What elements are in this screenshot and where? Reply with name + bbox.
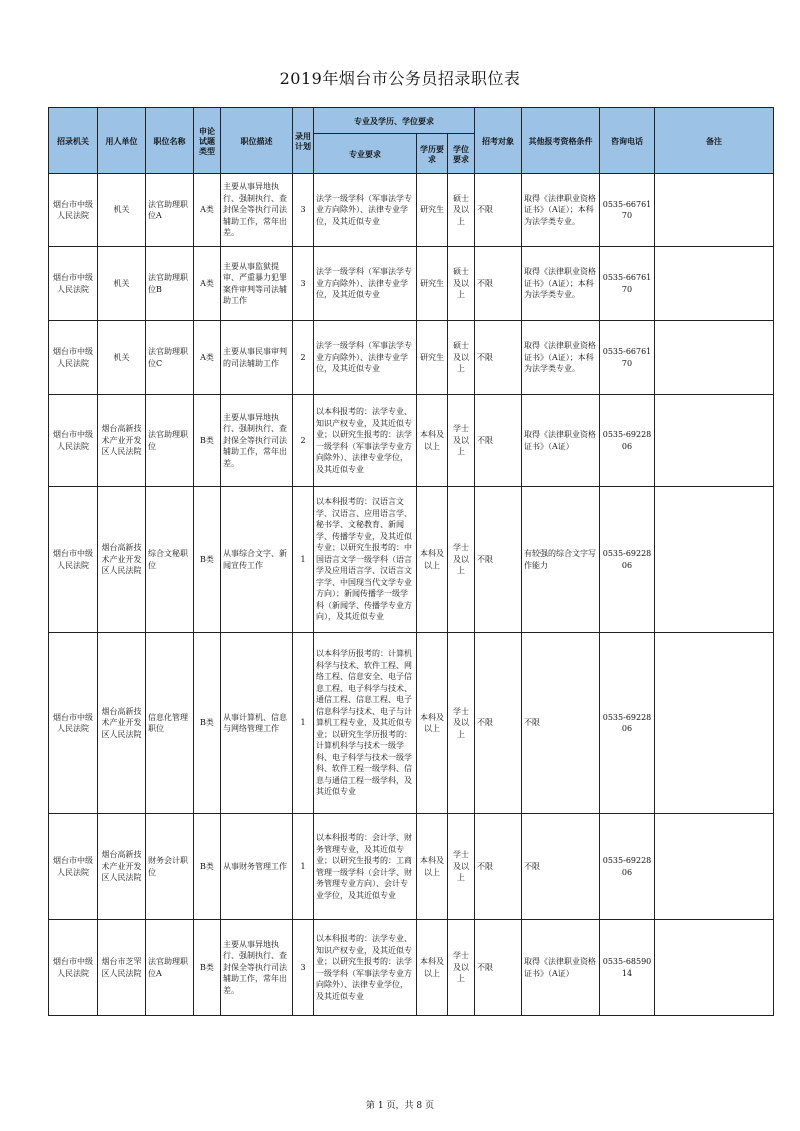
cell-plan: 3 bbox=[293, 920, 314, 1016]
cell-exam-type: B类 bbox=[194, 633, 221, 814]
header-phone: 咨询电话 bbox=[600, 108, 655, 174]
cell-other-conditions: 取得《法律职业资格证书》（A证） bbox=[522, 395, 600, 487]
cell-phone: 0535-6922806 bbox=[600, 814, 655, 920]
cell-plan: 3 bbox=[293, 174, 314, 247]
header-position: 职位名称 bbox=[146, 108, 194, 174]
cell-phone: 0535-6922806 bbox=[600, 395, 655, 487]
cell-major: 以本科报考的：汉语言文学、汉语言、应用语言学、秘书学、文秘教育、新闻学、传播学专业，及其近似专业；以研究生报考的：中国语言文学一级学科（语言学及应用语言学、汉语言文字学、中国现当代文学专业方向）；新闻传播学一级学科（新闻学、传播学专业方向），及其近似专业 bbox=[314, 487, 417, 633]
cell-remark bbox=[655, 247, 774, 321]
cell-unit: 烟台市芝罘区人民法院 bbox=[98, 920, 146, 1016]
cell-description: 主要从事民事审判的司法辅助工作 bbox=[221, 321, 293, 395]
cell-description: 主要从事异地执行、强制执行、查封保全等执行司法辅助工作，常年出差。 bbox=[221, 395, 293, 487]
cell-target: 不限 bbox=[475, 633, 522, 814]
cell-education: 本科及以上 bbox=[417, 920, 448, 1016]
table-row bbox=[49, 247, 774, 321]
cell-education: 研究生 bbox=[417, 247, 448, 321]
header-major: 专业要求 bbox=[314, 134, 417, 174]
table-row bbox=[49, 321, 774, 395]
cell-other-conditions: 取得《法律职业资格证书》（A证）；本科为法学类专业。 bbox=[522, 174, 600, 247]
cell-degree: 学士及以上 bbox=[448, 920, 475, 1016]
cell-position: 法官助理职位A bbox=[146, 174, 194, 247]
cell-major: 法学一级学科（军事法学专业方向除外）、法律专业学位，及其近似专业 bbox=[314, 321, 417, 395]
cell-remark bbox=[655, 395, 774, 487]
cell-target: 不限 bbox=[475, 487, 522, 633]
cell-exam-type: B类 bbox=[194, 487, 221, 633]
cell-unit: 机关 bbox=[98, 321, 146, 395]
header-education: 学历要求 bbox=[417, 134, 448, 174]
cell-position: 法官助理职位A bbox=[146, 920, 194, 1016]
recruitment-table bbox=[48, 107, 774, 1016]
header-unit: 用人单位 bbox=[98, 108, 146, 174]
cell-description: 主要从事监狱提审、严重暴力犯罪案件审判等司法辅助工作 bbox=[221, 247, 293, 321]
page-footer: 第 1 页，共 8 页 bbox=[366, 1101, 434, 1111]
cell-unit: 机关 bbox=[98, 174, 146, 247]
header-plan: 录用计划 bbox=[293, 108, 314, 174]
cell-exam-type: B类 bbox=[194, 814, 221, 920]
cell-org: 烟台市中级人民法院 bbox=[49, 814, 98, 920]
cell-plan: 3 bbox=[293, 247, 314, 321]
cell-org: 烟台市中级人民法院 bbox=[49, 633, 98, 814]
cell-education: 本科及以上 bbox=[417, 814, 448, 920]
cell-degree: 硕士及以上 bbox=[448, 247, 475, 321]
cell-position: 信息化管理职位 bbox=[146, 633, 194, 814]
cell-org: 烟台市中级人民法院 bbox=[49, 920, 98, 1016]
cell-org: 烟台市中级人民法院 bbox=[49, 247, 98, 321]
table-row bbox=[49, 814, 774, 920]
cell-other-conditions: 不限 bbox=[522, 814, 600, 920]
cell-major: 以本科报考的：法学专业、知识产权专业，及其近似专业；以研究生报考的：法学一级学科（军事法学专业方向除外）、法律专业学位，及其近似专业 bbox=[314, 395, 417, 487]
header-exam-type: 申论试题类型 bbox=[194, 108, 221, 174]
cell-plan: 1 bbox=[293, 633, 314, 814]
cell-exam-type: B类 bbox=[194, 395, 221, 487]
cell-phone: 0535-6922806 bbox=[600, 633, 655, 814]
cell-exam-type: A类 bbox=[194, 247, 221, 321]
cell-description: 主要从事异地执行、强制执行、查封保全等执行司法辅助工作，常年出差。 bbox=[221, 174, 293, 247]
cell-description: 从事财务管理工作 bbox=[221, 814, 293, 920]
cell-unit: 烟台高新技术产业开发区人民法院 bbox=[98, 633, 146, 814]
cell-phone: 0535-6676170 bbox=[600, 174, 655, 247]
cell-education: 研究生 bbox=[417, 174, 448, 247]
cell-other-conditions: 取得《法律职业资格证书》（A证）；本科为法学类专业。 bbox=[522, 247, 600, 321]
cell-plan: 2 bbox=[293, 395, 314, 487]
cell-target: 不限 bbox=[475, 395, 522, 487]
cell-target: 不限 bbox=[475, 920, 522, 1016]
cell-remark bbox=[655, 487, 774, 633]
cell-phone: 0535-6676170 bbox=[600, 321, 655, 395]
cell-degree: 学士及以上 bbox=[448, 814, 475, 920]
cell-education: 本科及以上 bbox=[417, 487, 448, 633]
cell-plan: 1 bbox=[293, 814, 314, 920]
table-row bbox=[49, 487, 774, 633]
cell-phone: 0535-6922806 bbox=[600, 487, 655, 633]
header-requirements-group: 专业及学历、学位要求 bbox=[314, 108, 475, 134]
cell-target: 不限 bbox=[475, 321, 522, 395]
header-org: 招录机关 bbox=[49, 108, 98, 174]
cell-org: 烟台市中级人民法院 bbox=[49, 487, 98, 633]
cell-remark bbox=[655, 174, 774, 247]
cell-exam-type: A类 bbox=[194, 174, 221, 247]
cell-education: 研究生 bbox=[417, 321, 448, 395]
cell-org: 烟台市中级人民法院 bbox=[49, 395, 98, 487]
cell-description: 从事综合文字、新闻宣传工作 bbox=[221, 487, 293, 633]
cell-other-conditions: 有较强的综合文字写作能力 bbox=[522, 487, 600, 633]
cell-unit: 烟台高新技术产业开发区人民法院 bbox=[98, 487, 146, 633]
cell-education: 本科及以上 bbox=[417, 633, 448, 814]
page-title: 2019年烟台市公务员招录职位表 bbox=[279, 69, 521, 88]
cell-plan: 2 bbox=[293, 321, 314, 395]
table-row bbox=[49, 174, 774, 247]
cell-major: 以本科报考的：法学专业、知识产权专业，及其近似专业；以研究生报考的：法学一级学科（军事法学专业方向除外）、法律专业学位，及其近似专业 bbox=[314, 920, 417, 1016]
cell-position: 法官助理职位C bbox=[146, 321, 194, 395]
header-degree: 学位要求 bbox=[448, 134, 475, 174]
cell-degree: 学士及以上 bbox=[448, 633, 475, 814]
cell-description: 从事计算机、信息与网络管理工作 bbox=[221, 633, 293, 814]
cell-major: 以本科报考的：会计学、财务管理专业，及其近似专业；以研究生报考的：工商管理一级学科（会计学、财务管理专业方向）、会计专业学位，及其近似专业 bbox=[314, 814, 417, 920]
cell-other-conditions: 不限 bbox=[522, 633, 600, 814]
cell-position: 法官助理职位 bbox=[146, 395, 194, 487]
cell-description: 主要从事异地执行、强制执行、查封保全等执行司法辅助工作，常年出差。 bbox=[221, 920, 293, 1016]
cell-org: 烟台市中级人民法院 bbox=[49, 174, 98, 247]
cell-phone: 0535-6676170 bbox=[600, 247, 655, 321]
header-other-conditions: 其他报考资格条件 bbox=[522, 108, 600, 174]
header-target: 招考对象 bbox=[475, 108, 522, 174]
cell-other-conditions: 取得《法律职业资格证书》（A证）；本科为法学类专业。 bbox=[522, 321, 600, 395]
cell-remark bbox=[655, 633, 774, 814]
cell-major: 法学一级学科（军事法学专业方向除外）、法律专业学位，及其近似专业 bbox=[314, 174, 417, 247]
header-description: 职位描述 bbox=[221, 108, 293, 174]
cell-degree: 学士及以上 bbox=[448, 487, 475, 633]
cell-target: 不限 bbox=[475, 174, 522, 247]
cell-remark bbox=[655, 814, 774, 920]
cell-exam-type: B类 bbox=[194, 920, 221, 1016]
cell-degree: 学士及以上 bbox=[448, 395, 475, 487]
cell-unit: 烟台高新技术产业开发区人民法院 bbox=[98, 814, 146, 920]
cell-unit: 烟台高新技术产业开发区人民法院 bbox=[98, 395, 146, 487]
cell-org: 烟台市中级人民法院 bbox=[49, 321, 98, 395]
cell-target: 不限 bbox=[475, 247, 522, 321]
cell-unit: 机关 bbox=[98, 247, 146, 321]
cell-target: 不限 bbox=[475, 814, 522, 920]
cell-position: 法官助理职位B bbox=[146, 247, 194, 321]
cell-remark bbox=[655, 321, 774, 395]
cell-remark bbox=[655, 920, 774, 1016]
cell-major: 以本科学历报考的：计算机科学与技术、软件工程、网络工程、信息安全、电子信息工程、电子科学与技术、通信工程、信息工程、电子信息科学与技术、电子与计算机工程专业，及其近似专业；以研究生学历报考的：计算机科学与技术一级学科、电子科学与技术一级学科、软件工程一级学科、信息与通信工程一级学科，及其近似专业 bbox=[314, 633, 417, 814]
cell-position: 财务会计职位 bbox=[146, 814, 194, 920]
cell-degree: 硕士及以上 bbox=[448, 174, 475, 247]
header-remark: 备注 bbox=[655, 108, 774, 174]
table-row bbox=[49, 395, 774, 487]
cell-education: 本科及以上 bbox=[417, 395, 448, 487]
cell-other-conditions: 取得《法律职业资格证书》（A证） bbox=[522, 920, 600, 1016]
cell-phone: 0535-6859014 bbox=[600, 920, 655, 1016]
cell-position: 综合文秘职位 bbox=[146, 487, 194, 633]
table-row bbox=[49, 633, 774, 814]
table-row bbox=[49, 920, 774, 1016]
cell-plan: 1 bbox=[293, 487, 314, 633]
cell-major: 法学一级学科（军事法学专业方向除外）、法律专业学位，及其近似专业 bbox=[314, 247, 417, 321]
cell-exam-type: A类 bbox=[194, 321, 221, 395]
cell-degree: 硕士及以上 bbox=[448, 321, 475, 395]
